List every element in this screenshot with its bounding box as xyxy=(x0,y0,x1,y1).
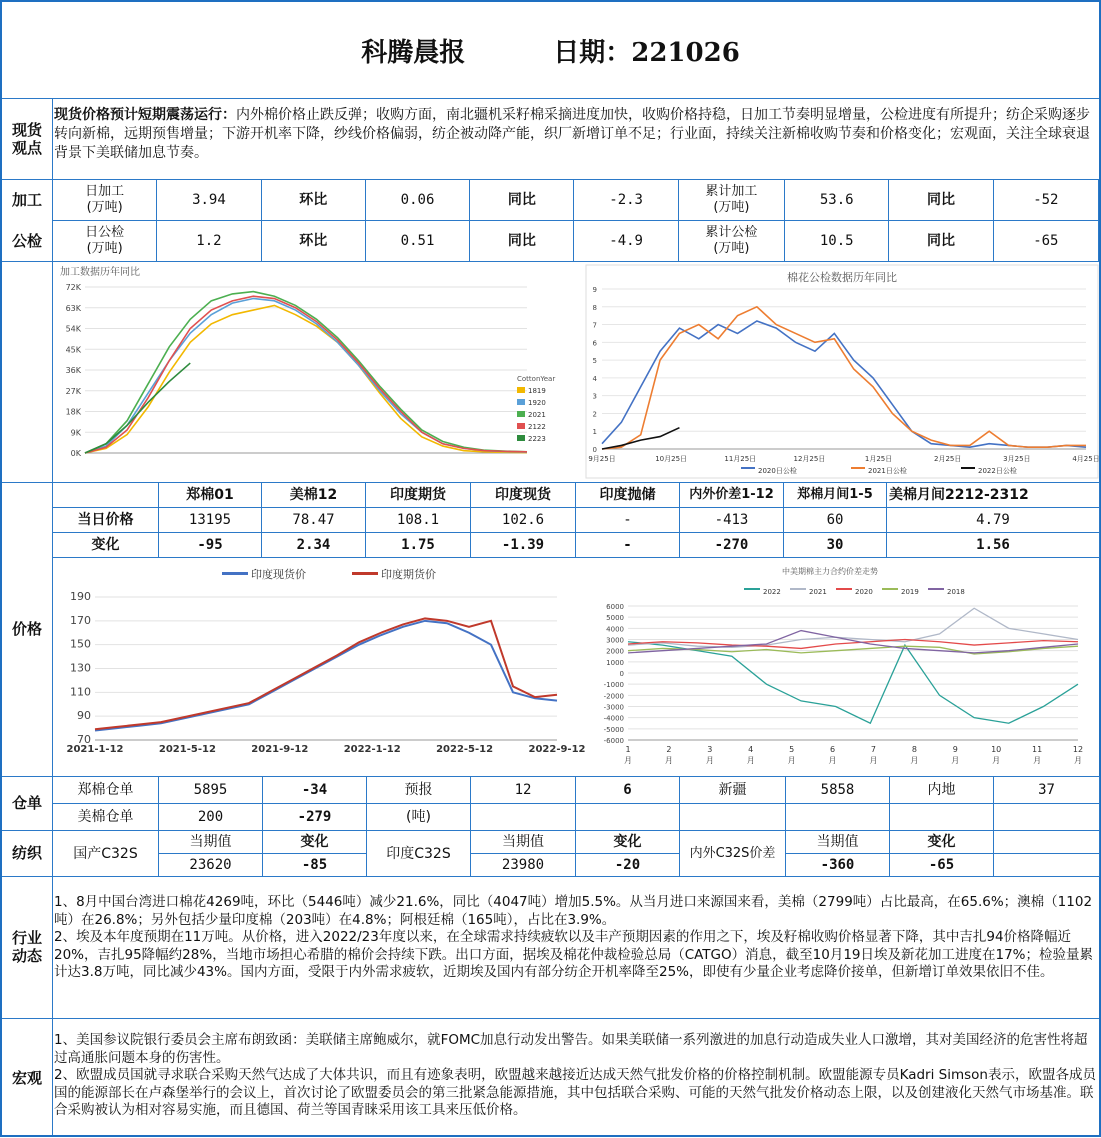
x-tick-label: 月 xyxy=(787,756,796,765)
cum-yoy-value: -52 xyxy=(993,180,1098,221)
legend-swatch xyxy=(744,588,760,590)
y-tick-label: 6000 xyxy=(606,603,624,611)
x-tick-label: 6 xyxy=(829,745,836,754)
series-line-2021 xyxy=(85,292,527,453)
legend-label: 2122 xyxy=(528,423,546,431)
zc-warehouse-change: -34 xyxy=(263,777,367,804)
current-value-header: 当期值 xyxy=(159,831,263,854)
report-title: 科腾晨报 xyxy=(361,37,466,68)
xinjiang-label: 新疆 xyxy=(680,777,786,804)
change-value: 2.34 xyxy=(262,533,366,558)
change-value: 1.56 xyxy=(887,533,1100,558)
legend-label: 2020 xyxy=(855,588,873,596)
y-tick-label: 9 xyxy=(592,286,597,294)
legend-label: 2019 xyxy=(901,588,919,596)
legend-label: 2022日公检 xyxy=(978,467,1017,475)
y-tick-label: 4000 xyxy=(606,625,624,634)
inland-value: 37 xyxy=(994,777,1100,804)
processing-inspection-table xyxy=(52,179,1099,262)
label-textile: 纺织 xyxy=(11,844,42,862)
industry-item: 2、埃及本年度预期在11万吨。从价格，进入2022/23年度以来，在全球需求持续疲软以及丰产预期因素的作用之下，埃及籽棉收购价格显著下降，其中吉扎94价格降幅近20%，吉扎95降幅约28%，当地市场担心希腊的棉价会持续下跌。出口方面，据埃及棉花仲裁检验总局（CATGO）消息，截至10月19日埃及新花加工进度在17%；检验量累计达3.8万吨，同比减少43%。国内方面，受限于内外需求疲软，近期埃及国内有部分纺企开机率降至25%，即使有少量企业考虑降价接单，但新增订单效果依旧不佳。 xyxy=(54,929,1093,980)
inland-label: 内地 xyxy=(890,777,994,804)
col-ct12: 美棉12 xyxy=(262,483,366,508)
industry-item: 1、8月中国台湾进口棉花4269吨，环比（5446吨）减少21.6%，同比（4047吨）增加5.5%。从当月进口来源国来看，美棉（2799吨）占比最高，在65.6%；澳棉（1102吨）在26.8%；另外包括少量印度棉（203吨）在4.8%；阿根廷棉（165吨），占比在3.9%。 xyxy=(54,894,1093,928)
x-tick-label: 月 xyxy=(869,756,878,765)
today-value: 60 xyxy=(784,508,887,533)
cum-inspection-label: 累计公检 (万吨) xyxy=(678,221,784,262)
change-header: 变化 xyxy=(890,831,994,854)
y-tick-label: -4000 xyxy=(603,714,624,723)
col-india-spot: 印度现货 xyxy=(471,483,576,508)
change-value: 30 xyxy=(784,533,887,558)
x-tick-label: 10 xyxy=(991,745,1002,754)
y-tick-label: -6000 xyxy=(603,737,624,745)
industry-news xyxy=(54,894,1097,982)
label-spot-view: 现货 观点 xyxy=(11,120,42,157)
india-price-chart xyxy=(57,562,586,772)
zc-warehouse-value: 5895 xyxy=(159,777,263,804)
x-tick-label: 2022-5-12 xyxy=(436,744,494,755)
x-tick-label: 月 xyxy=(1074,756,1082,765)
legend-label: 2223 xyxy=(528,435,546,443)
x-tick-label: 8 xyxy=(911,745,917,754)
yoy-label: 同比 xyxy=(470,221,574,262)
x-tick-label: 11 xyxy=(1031,745,1043,754)
label-industry: 行业 动态 xyxy=(11,929,42,965)
x-tick-label: 10月25日 xyxy=(655,455,688,463)
macro-news xyxy=(54,1032,1097,1120)
legend-label: 1920 xyxy=(528,399,546,407)
col-ct-spread: 美棉月间2212-2312 xyxy=(887,483,1100,508)
legend-label: 2021 xyxy=(528,411,546,419)
x-tick-label: 4月25日 xyxy=(1072,455,1100,463)
today-value: -413 xyxy=(680,508,784,533)
cum-processing-value: 53.6 xyxy=(785,180,889,221)
us-warehouse-value: 200 xyxy=(159,804,263,831)
x-tick-label: 月 xyxy=(746,756,755,765)
y-tick-label: 36K xyxy=(65,366,81,375)
legend-swatch xyxy=(517,399,525,405)
y-tick-label: 90 xyxy=(77,709,91,723)
series-line-1920 xyxy=(85,299,527,453)
y-tick-label: 110 xyxy=(70,685,91,699)
cum-processing-label: 累计加工 (万吨) xyxy=(678,180,784,221)
y-tick-label: 3000 xyxy=(606,636,624,645)
x-tick-label: 月 xyxy=(951,756,960,765)
cum-yoy-label: 同比 xyxy=(889,221,993,262)
series-line-印度现货价 xyxy=(95,621,557,731)
y-tick-label: 72K xyxy=(65,283,81,292)
cum-yoy-label: 同比 xyxy=(889,180,993,221)
current-value-header: 当期值 xyxy=(786,831,890,854)
col-india-reserve: 印度抛储 xyxy=(576,483,680,508)
legend-label: 2020日公检 xyxy=(758,467,797,475)
daily-inspection-label: 日公检 (万吨) xyxy=(53,221,157,262)
legend-label: 印度现货价 xyxy=(251,568,306,581)
legend-swatch xyxy=(517,423,525,429)
chart-title: 加工数据历年同比 xyxy=(60,267,140,278)
x-tick-label: 9月25日 xyxy=(588,455,616,463)
price-today-row xyxy=(53,508,1100,533)
legend-title: CottonYear xyxy=(517,375,556,383)
india-c32s-value: 23980 xyxy=(471,854,576,877)
legend-swatch xyxy=(352,572,378,575)
daily-processing-label: 日加工 (万吨) xyxy=(53,180,157,221)
cn-c32s-value: 23620 xyxy=(159,854,263,877)
price-header-row xyxy=(53,483,1100,508)
y-tick-label: 0 xyxy=(619,670,624,678)
daily-inspection-value: 1.2 xyxy=(157,221,261,262)
y-tick-label: 9K xyxy=(70,428,81,438)
today-value: 108.1 xyxy=(366,508,471,533)
c32s-spread-value: -360 xyxy=(786,854,890,877)
y-tick-label: 2000 xyxy=(606,647,624,656)
us-warehouse-label: 美棉仓单 xyxy=(53,804,159,831)
y-tick-label: 5000 xyxy=(606,614,624,623)
x-tick-label: 12 xyxy=(1072,745,1084,754)
mom-value: 0.51 xyxy=(365,221,469,262)
x-tick-label: 11月25日 xyxy=(724,455,757,463)
legend-label: 印度期货价 xyxy=(381,568,436,581)
cum-yoy-value: -65 xyxy=(993,221,1098,262)
macro-item: 2、欧盟成员国就寻求联合采购天然气达成了大体共识，而且有迹象表明，欧盟越来越接近达成天然气批发价格的价格控制机制。欧盟能源专员Kadri Simson表示，欧盟各成员国的能源部长在卢森堡举行的会议上，首次讨论了欧盟委员会的第三批紧急能源措施，其中包括联合采购、可能的天然气批发价格动态上限，以及创建液化天然气市场基准。联合采购被认为相对容易实施，而且德国、荷兰等国青睐采用该工具来压低价格。 xyxy=(54,1067,1096,1118)
today-price-label: 当日价格 xyxy=(53,508,159,533)
change-value: -270 xyxy=(680,533,784,558)
y-tick-label: 7 xyxy=(592,321,597,330)
series-line-2021 xyxy=(628,608,1078,647)
label-inspection: 公检 xyxy=(11,231,42,250)
cn-c32s-label: 国产C32S xyxy=(53,831,159,877)
legend-label: 2021日公检 xyxy=(868,467,907,475)
x-tick-label: 2022-1-12 xyxy=(343,744,401,755)
y-tick-label: 8 xyxy=(592,303,597,312)
y-tick-label: 45K xyxy=(65,345,81,355)
chart-title: 棉花公检数据历年同比 xyxy=(787,271,897,284)
y-tick-label: 2 xyxy=(592,410,597,419)
col-india-futures: 印度期货 xyxy=(366,483,471,508)
report-header xyxy=(2,2,1099,98)
x-tick-label: 月 xyxy=(828,756,837,765)
col-spread-1-12: 内外价差1-12 xyxy=(680,483,784,508)
xinjiang-value: 5858 xyxy=(786,777,890,804)
y-tick-label: 3 xyxy=(592,392,597,401)
x-tick-label: 3 xyxy=(707,745,713,754)
legend-swatch xyxy=(851,467,865,469)
y-tick-label: 54K xyxy=(65,324,81,334)
zc-warehouse-label: 郑棉仓单 xyxy=(53,777,159,804)
legend-swatch xyxy=(961,467,975,469)
change-value: -1.39 xyxy=(471,533,576,558)
col-zc-spread-1-5: 郑棉月间1-5 xyxy=(784,483,887,508)
y-tick-label: -3000 xyxy=(603,703,624,712)
cn-us-spread-chart xyxy=(592,562,1092,772)
x-tick-label: 1月25日 xyxy=(864,455,893,463)
legend-swatch xyxy=(790,588,806,590)
mom-label: 环比 xyxy=(261,221,365,262)
y-tick-label: 150 xyxy=(70,637,91,651)
x-tick-label: 1 xyxy=(625,745,631,754)
legend-swatch xyxy=(741,467,755,469)
mom-value: 0.06 xyxy=(365,180,469,221)
today-value: 13195 xyxy=(159,508,262,533)
change-value: -95 xyxy=(159,533,262,558)
label-macro: 宏观 xyxy=(11,1069,42,1087)
y-tick-label: -1000 xyxy=(603,681,624,690)
x-tick-label: 月 xyxy=(624,756,632,765)
x-tick-label: 2022-9-12 xyxy=(528,744,586,755)
yoy-value: -4.9 xyxy=(574,221,678,262)
x-tick-label: 月 xyxy=(705,756,714,765)
x-tick-label: 2021-1-12 xyxy=(66,744,124,755)
forecast-label: 预报 xyxy=(367,777,471,804)
today-value: 78.47 xyxy=(262,508,366,533)
x-tick-label: 4 xyxy=(748,745,754,754)
change-header: 变化 xyxy=(576,831,680,854)
label-processing: 加工 xyxy=(11,190,42,209)
x-tick-label: 3月25日 xyxy=(1003,455,1031,463)
legend-swatch xyxy=(836,588,852,590)
cn-c32s-change: -85 xyxy=(263,854,367,877)
y-tick-label: 0K xyxy=(70,449,81,458)
y-tick-label: 1 xyxy=(592,428,597,437)
current-value-header: 当期值 xyxy=(471,831,576,854)
x-tick-label: 5 xyxy=(789,745,795,754)
x-tick-label: 2 xyxy=(666,745,672,754)
legend-swatch xyxy=(882,588,898,590)
legend-swatch xyxy=(517,411,525,417)
change-header: 变化 xyxy=(263,831,367,854)
col-zc01: 郑棉01 xyxy=(159,483,262,508)
price-table xyxy=(52,482,1100,558)
mom-label: 环比 xyxy=(261,180,365,221)
x-tick-label: 2月25日 xyxy=(934,455,962,463)
cum-inspection-value: 10.5 xyxy=(785,221,889,262)
y-tick-label: 4 xyxy=(592,374,597,383)
legend-swatch xyxy=(928,588,944,590)
label-price: 价格 xyxy=(11,620,42,638)
warehouse-table xyxy=(52,776,1100,831)
today-value: - xyxy=(576,508,680,533)
processing-yoy-chart xyxy=(57,265,567,478)
legend-label: 1819 xyxy=(528,387,546,395)
india-c32s-change: -20 xyxy=(576,854,680,877)
unit-label: (吨) xyxy=(367,804,471,831)
textile-table xyxy=(52,830,1100,877)
change-label: 变化 xyxy=(53,533,159,558)
legend-swatch xyxy=(222,572,248,575)
x-tick-label: 月 xyxy=(992,756,1001,765)
report-date: 日期：221026 xyxy=(553,37,740,68)
legend-label: 2022 xyxy=(763,588,781,596)
india-c32s-label: 印度C32S xyxy=(367,831,471,877)
forecast-value: 12 xyxy=(471,777,576,804)
us-warehouse-change: -279 xyxy=(263,804,367,831)
legend-label: 2018 xyxy=(947,588,965,596)
label-warehouse: 仓单 xyxy=(11,794,42,812)
x-tick-label: 2021-9-12 xyxy=(251,744,309,755)
x-tick-label: 9 xyxy=(952,745,958,754)
y-tick-label: 190 xyxy=(70,590,91,603)
processing-row xyxy=(53,180,1099,221)
x-tick-label: 月 xyxy=(1033,756,1042,765)
legend-swatch xyxy=(517,387,525,393)
change-value: 1.75 xyxy=(366,533,471,558)
yoy-label: 同比 xyxy=(470,180,574,221)
price-change-row xyxy=(53,533,1100,558)
today-value: 4.79 xyxy=(887,508,1100,533)
series-line-2022 xyxy=(628,642,1078,724)
y-tick-label: 63K xyxy=(65,303,81,313)
y-tick-label: 0 xyxy=(592,446,597,454)
x-tick-label: 7 xyxy=(870,745,877,754)
chart-title: 中美期棉主力合约价差走势 xyxy=(782,567,878,576)
y-tick-label: -2000 xyxy=(603,692,624,701)
yoy-value: -2.3 xyxy=(574,180,678,221)
spot-view-text: 现货价格预计短期震荡运行：内外棉价格止跌反弹；收购方面，南北疆机采籽棉采摘进度加快，收购价格持稳，日加工节奏明显增量，公检进度有所提升；纺企采购逐步转向新棉，远期预售增量；下游开机率下降，纱线价格偏弱，纺企被动降产能，织厂新增订单不足；行业面，持续关注新棉收购节奏和价格变化；宏观面，关注全球衰退背景下美联储加息节奏。 xyxy=(54,107,1090,161)
macro-item: 1、美国参议院银行委员会主席布朗致函：美联储主席鲍威尔，就FOMC加息行动发出警告。如果美联储一系列激进的加息行动造成失业人口激增，其对美国经济的危害性将超过高通胀问题本身的伤害性。 xyxy=(54,1032,1088,1066)
y-tick-label: 18K xyxy=(65,407,81,417)
today-value: 102.6 xyxy=(471,508,576,533)
change-value: - xyxy=(576,533,680,558)
y-tick-label: 6 xyxy=(592,339,597,348)
inspection-yoy-chart xyxy=(586,265,1098,478)
c32s-spread-label: 内外C32S价差 xyxy=(680,831,786,877)
inspection-row xyxy=(53,221,1099,262)
series-line-印度期货价 xyxy=(95,618,557,729)
legend-label: 2021 xyxy=(809,588,827,596)
y-tick-label: 27K xyxy=(65,386,81,396)
y-tick-label: 70 xyxy=(77,733,91,746)
y-tick-label: 130 xyxy=(70,661,91,675)
y-tick-label: 1000 xyxy=(606,658,624,667)
x-tick-label: 2021-5-12 xyxy=(158,744,216,755)
y-tick-label: 5 xyxy=(592,357,597,366)
legend-swatch xyxy=(517,435,525,441)
x-tick-label: 月 xyxy=(910,756,919,765)
c32s-spread-change: -65 xyxy=(890,854,994,877)
y-tick-label: -5000 xyxy=(603,725,624,734)
daily-processing-value: 3.94 xyxy=(157,180,261,221)
x-tick-label: 月 xyxy=(664,756,673,765)
y-tick-label: 170 xyxy=(70,613,91,627)
x-tick-label: 12月25日 xyxy=(793,455,826,463)
forecast-change: 6 xyxy=(576,777,680,804)
